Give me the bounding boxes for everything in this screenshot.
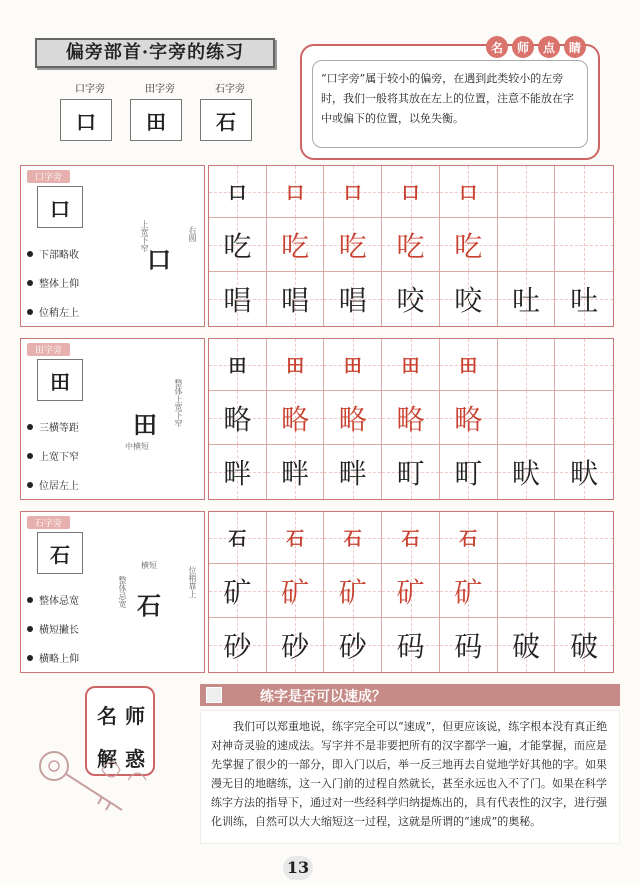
square-icon <box>206 687 222 703</box>
tag-char: 惑 <box>125 747 145 771</box>
grid-char-trace: 吃 <box>454 229 483 263</box>
teacher-tip-box <box>300 40 600 160</box>
key-points <box>27 419 79 506</box>
grid-char: 码 <box>454 630 483 663</box>
example-char: 口 <box>76 109 96 134</box>
grid-char-trace: 口 <box>343 182 362 204</box>
demo-note: 上宽下窄 <box>140 220 149 252</box>
page-title: 偏旁部首·字旁的练习 <box>65 42 245 63</box>
grid-char: 口 <box>228 182 247 204</box>
grid-row <box>209 166 613 218</box>
demo-note: 横短 <box>141 561 157 570</box>
section-kou <box>20 165 618 327</box>
example-char-box <box>200 99 252 141</box>
tip-badge-char: 点 <box>538 36 560 58</box>
question-header <box>200 684 620 706</box>
page-header <box>35 38 275 68</box>
practice-grid <box>208 338 614 500</box>
grid-char: 石 <box>228 528 247 550</box>
grid-char-trace: 略 <box>396 402 425 436</box>
example-char: 田 <box>146 109 166 134</box>
grid-char-trace: 口 <box>401 182 420 204</box>
grid-char-trace: 田 <box>343 355 362 377</box>
grid-char: 破 <box>570 630 599 663</box>
key-point: 位稍左上 <box>27 304 79 319</box>
key-point: 横短撇长 <box>27 621 79 636</box>
question-title: 练字是否可以速成？ <box>260 689 386 705</box>
grid-char-trace: 口 <box>459 182 478 204</box>
grid-char: 矿 <box>223 575 252 609</box>
key-point: 三横等距 <box>27 419 79 434</box>
grid-char-trace: 田 <box>459 355 478 377</box>
grid-char-trace: 矿 <box>281 575 310 609</box>
grid-char: 唱 <box>223 284 252 317</box>
demo-note: 整体上宽下窄 <box>174 379 183 427</box>
section-tian <box>20 338 618 500</box>
grid-char: 畔 <box>281 457 310 490</box>
demo-char: 石 <box>137 591 161 620</box>
grid-char: 砂 <box>338 630 367 663</box>
section-tag: 口字旁 <box>27 170 70 183</box>
grid-row <box>209 218 613 272</box>
demo-note: 中横短 <box>125 442 149 451</box>
tip-badge-char: 师 <box>512 36 534 58</box>
grid-row <box>209 339 613 391</box>
page-number: 13 <box>283 856 313 880</box>
tag-char: 解 <box>97 747 117 771</box>
section-char-box <box>37 359 83 401</box>
grid-char: 田 <box>228 355 247 377</box>
grid-char-trace: 吃 <box>396 229 425 263</box>
grid-char: 町 <box>454 457 483 490</box>
grid-char: 吃 <box>223 229 252 263</box>
key-point: 整体忌宽 <box>27 592 79 607</box>
section-char: 田 <box>50 369 70 394</box>
grid-char-trace: 矿 <box>396 575 425 609</box>
example-kou <box>60 80 120 141</box>
grid-char-trace: 田 <box>401 355 420 377</box>
tip-badge-char: 睛 <box>564 36 586 58</box>
grid-char: 砂 <box>281 630 310 663</box>
radical-examples <box>60 80 260 150</box>
example-char-box <box>60 99 112 141</box>
section-side-panel <box>20 338 205 500</box>
grid-char-trace: 田 <box>286 355 305 377</box>
grid-row <box>209 445 613 499</box>
section-side-panel <box>20 165 205 327</box>
tip-text: “口字旁”属于较小的偏旁，在遇到此类较小的左旁时，我们一般将其放在左上的位置，注意不能放在字中或偏下的位置，以免失衡。 <box>312 60 588 148</box>
tag-char: 师 <box>125 704 145 728</box>
grid-char: 码 <box>396 630 425 663</box>
grid-char-trace: 略 <box>454 402 483 436</box>
demo-note: 整体忌宽 <box>118 576 127 608</box>
grid-char-trace: 石 <box>286 528 305 550</box>
grid-char: 砂 <box>223 630 252 663</box>
grid-char: 吐 <box>570 284 599 317</box>
grid-char: 吐 <box>511 284 540 317</box>
grid-row <box>209 391 613 445</box>
grid-char: 畔 <box>338 457 367 490</box>
grid-char: 畎 <box>511 457 540 490</box>
grid-char: 唱 <box>338 284 367 317</box>
key-point: 位居左上 <box>27 477 79 492</box>
practice-grid <box>208 511 614 673</box>
example-char: 石 <box>216 109 236 134</box>
section-char-box <box>37 532 83 574</box>
structure-demo <box>111 556 201 646</box>
key-point: 整体上仰 <box>27 275 79 290</box>
example-tian <box>130 80 190 141</box>
section-char: 口 <box>50 196 70 221</box>
grid-char-trace: 吃 <box>338 229 367 263</box>
grid-char-trace: 石 <box>343 528 362 550</box>
grid-char: 町 <box>396 457 425 490</box>
key-point: 横略上仰 <box>27 650 79 665</box>
grid-row <box>209 512 613 564</box>
key-points <box>27 592 79 679</box>
section-shi <box>20 511 618 673</box>
key-point: 下部略收 <box>27 246 79 261</box>
structure-demo <box>111 210 201 300</box>
grid-char-trace: 矿 <box>454 575 483 609</box>
section-tag: 田字旁 <box>27 343 70 356</box>
demo-note: 位稍靠上 <box>188 566 197 598</box>
grid-char: 破 <box>511 630 540 663</box>
example-char-box <box>130 99 182 141</box>
grid-char-trace: 矿 <box>338 575 367 609</box>
practice-grid <box>208 165 614 327</box>
grid-char: 畎 <box>570 457 599 490</box>
example-label: 口字旁 <box>75 84 105 95</box>
grid-char-trace: 石 <box>459 528 478 550</box>
section-char: 石 <box>50 542 70 567</box>
demo-char: 口 <box>147 245 171 274</box>
key-doodle-icon <box>32 740 172 840</box>
example-label: 石字旁 <box>215 84 245 95</box>
tip-badge <box>486 36 586 58</box>
key-points <box>27 246 79 333</box>
tag-char: 名 <box>97 704 117 728</box>
grid-char: 略 <box>223 402 252 436</box>
key-point: 上宽下窄 <box>27 448 79 463</box>
grid-char: 咬 <box>454 284 483 317</box>
grid-char: 唱 <box>281 284 310 317</box>
section-char-box <box>37 186 83 228</box>
grid-char-trace: 石 <box>401 528 420 550</box>
demo-char: 田 <box>133 410 157 439</box>
section-side-panel <box>20 511 205 673</box>
example-label: 田字旁 <box>145 84 175 95</box>
structure-demo <box>111 379 201 473</box>
grid-char: 畔 <box>223 457 252 490</box>
example-shi <box>200 80 260 141</box>
grid-row <box>209 272 613 326</box>
question-body: 我们可以郑重地说，练字完全可以“速成”，但更应该说，练字根本没有真正绝对神奇灵验的速成法。写字并不是非要把所有的汉字都学一遍，才能掌握，而应是先掌握了很少的一部分，即入门以后，举一反三地再去自觉地学好其他的字。如果漫无目的地瞎练，这一入门前的过程自然就长，甚至永远也入不了门。如果在科学练字方法的指导下，通过对一些经科学归纳提炼出的，具有代表性的汉字，进行强化训练，自然可以大大缩短这一过程，这就是所谓的“速成”的奥秘。 <box>200 710 620 844</box>
demo-note: 右圆 <box>188 226 197 242</box>
grid-row <box>209 618 613 672</box>
grid-char-trace: 口 <box>286 182 305 204</box>
grid-char-trace: 略 <box>281 402 310 436</box>
tip-badge-char: 名 <box>486 36 508 58</box>
grid-char-trace: 吃 <box>281 229 310 263</box>
grid-char: 咬 <box>396 284 425 317</box>
grid-row <box>209 564 613 618</box>
section-tag: 石字旁 <box>27 516 70 529</box>
grid-char-trace: 略 <box>338 402 367 436</box>
